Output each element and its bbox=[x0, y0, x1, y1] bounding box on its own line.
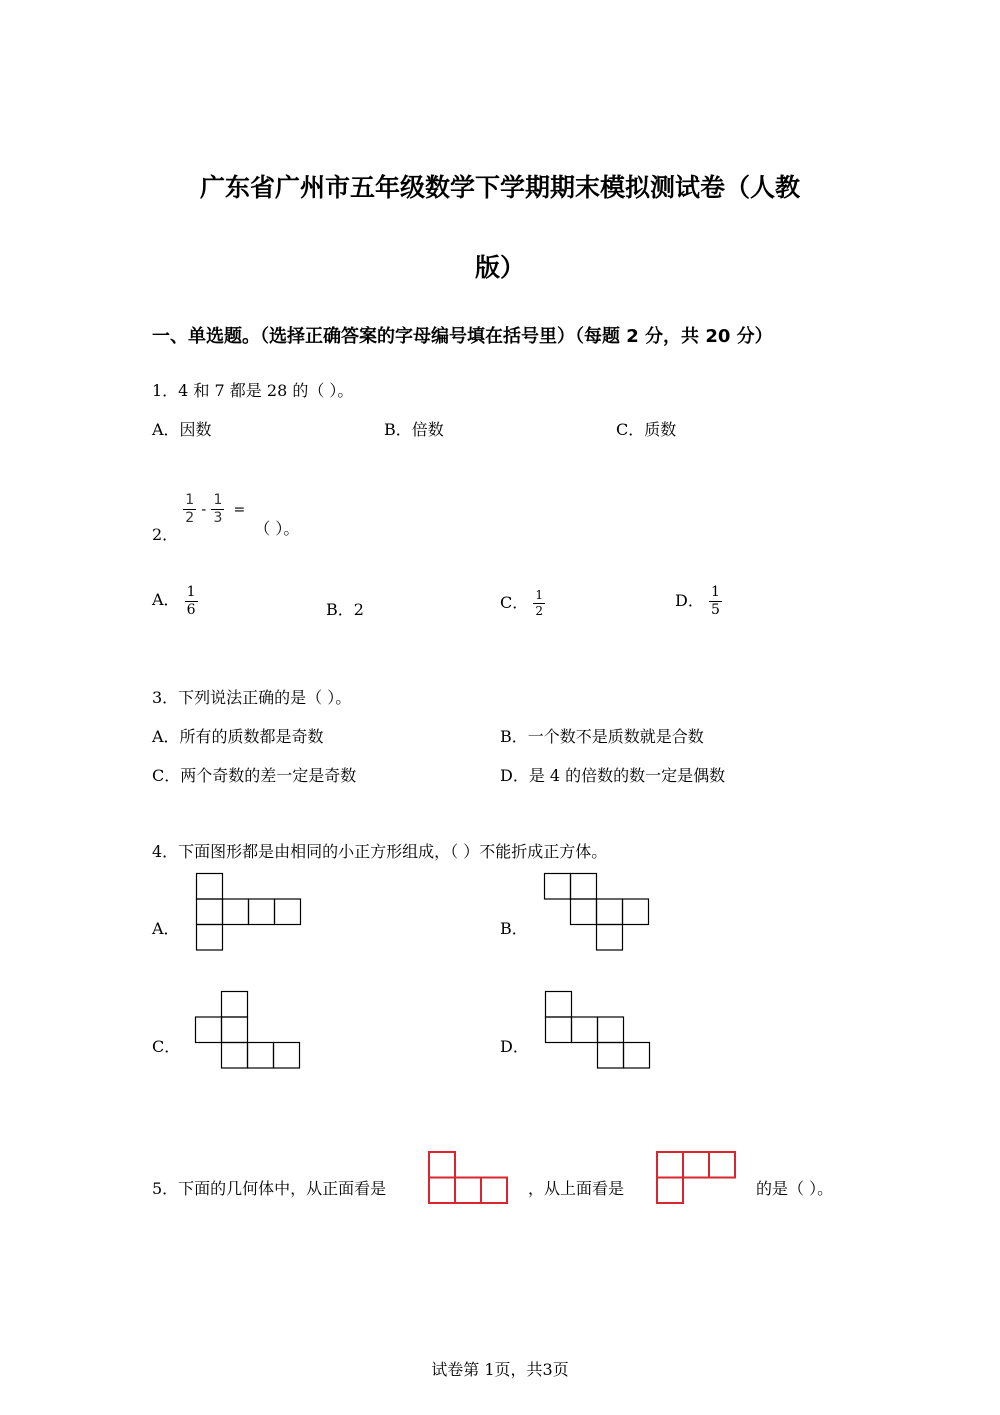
fraction-numerator: 1 bbox=[535, 588, 543, 602]
question-3-option-d: D．是 4 的倍数的数一定是偶数 bbox=[500, 766, 726, 785]
option-label: C． bbox=[500, 593, 529, 612]
question-4-option-b: B． bbox=[500, 919, 528, 938]
question-4-option-d: D． bbox=[500, 1037, 529, 1056]
fraction-denominator: 5 bbox=[710, 602, 720, 618]
cube-net-d-figure bbox=[545, 991, 651, 1069]
fraction-numerator: 1 bbox=[710, 584, 720, 600]
page-title-line2: 版） bbox=[474, 253, 525, 282]
cube-net-a-figure bbox=[196, 873, 302, 951]
cube-net-b-figure bbox=[544, 873, 650, 951]
fraction-numerator: 1 bbox=[213, 492, 223, 508]
question-1-option-a: A．因数 bbox=[152, 420, 212, 439]
page-title-line1: 广东省广州市五年级数学下学期期末模拟测试卷（人教 bbox=[199, 173, 800, 202]
question-2-suffix: （ ）。 bbox=[254, 519, 300, 538]
question-2-option-c bbox=[500, 588, 545, 619]
fraction-denominator: 3 bbox=[213, 510, 223, 526]
question-4-stem: 4．下面图形都是由相同的小正方形组成，（ ）不能折成正方体。 bbox=[152, 842, 608, 861]
question-2-prefix: 2． bbox=[152, 525, 179, 544]
option-label: D． bbox=[675, 591, 704, 610]
question-1-option-b: B．倍数 bbox=[384, 420, 444, 439]
page-footer: 试卷第 1页，共3页 bbox=[431, 1360, 569, 1379]
question-2-option-b: B．2 bbox=[326, 600, 364, 619]
fraction-numerator: 1 bbox=[186, 584, 196, 600]
question-1-stem: 1．4 和 7 都是 28 的（ ）。 bbox=[152, 381, 354, 400]
front-view-figure bbox=[428, 1151, 508, 1205]
question-5-stem-part-2: ，从上面看是 bbox=[528, 1179, 625, 1198]
option-fraction bbox=[185, 584, 198, 619]
minus-sign: - bbox=[201, 502, 207, 518]
question-2-option-a bbox=[152, 584, 198, 619]
fraction-denominator: 6 bbox=[186, 602, 196, 618]
equals-sign: = bbox=[233, 502, 246, 518]
question-1-option-c: C．质数 bbox=[616, 420, 677, 439]
option-fraction bbox=[709, 584, 722, 619]
question-3-stem: 3．下列说法正确的是（ ）。 bbox=[152, 688, 352, 707]
question-4-option-a: A． bbox=[152, 919, 180, 938]
question-3-option-c: C．两个奇数的差一定是奇数 bbox=[152, 766, 357, 785]
fraction-half bbox=[183, 492, 196, 527]
question-5-stem-part-1: 5．下面的几何体中，从正面看是 bbox=[152, 1179, 387, 1198]
question-4-option-c: C． bbox=[152, 1037, 181, 1056]
fraction-numerator: 1 bbox=[185, 492, 195, 508]
top-view-figure bbox=[656, 1151, 736, 1205]
fraction-denominator: 2 bbox=[185, 510, 195, 526]
cube-net-c-figure bbox=[195, 991, 301, 1069]
question-2-stem bbox=[152, 492, 300, 544]
fraction-third bbox=[211, 492, 224, 527]
fraction-denominator: 2 bbox=[535, 604, 543, 618]
question-3-option-b: B．一个数不是质数就是合数 bbox=[500, 727, 704, 746]
section-heading: 一、单选题。（选择正确答案的字母编号填在括号里）（每题 2 分，共 20 分） bbox=[152, 326, 773, 347]
question-2-option-d bbox=[675, 584, 722, 619]
option-fraction bbox=[533, 588, 545, 619]
option-label: A． bbox=[152, 590, 180, 609]
question-5-stem-part-3: 的是（ ）。 bbox=[756, 1179, 834, 1198]
question-3-option-a: A．所有的质数都是奇数 bbox=[152, 727, 324, 746]
